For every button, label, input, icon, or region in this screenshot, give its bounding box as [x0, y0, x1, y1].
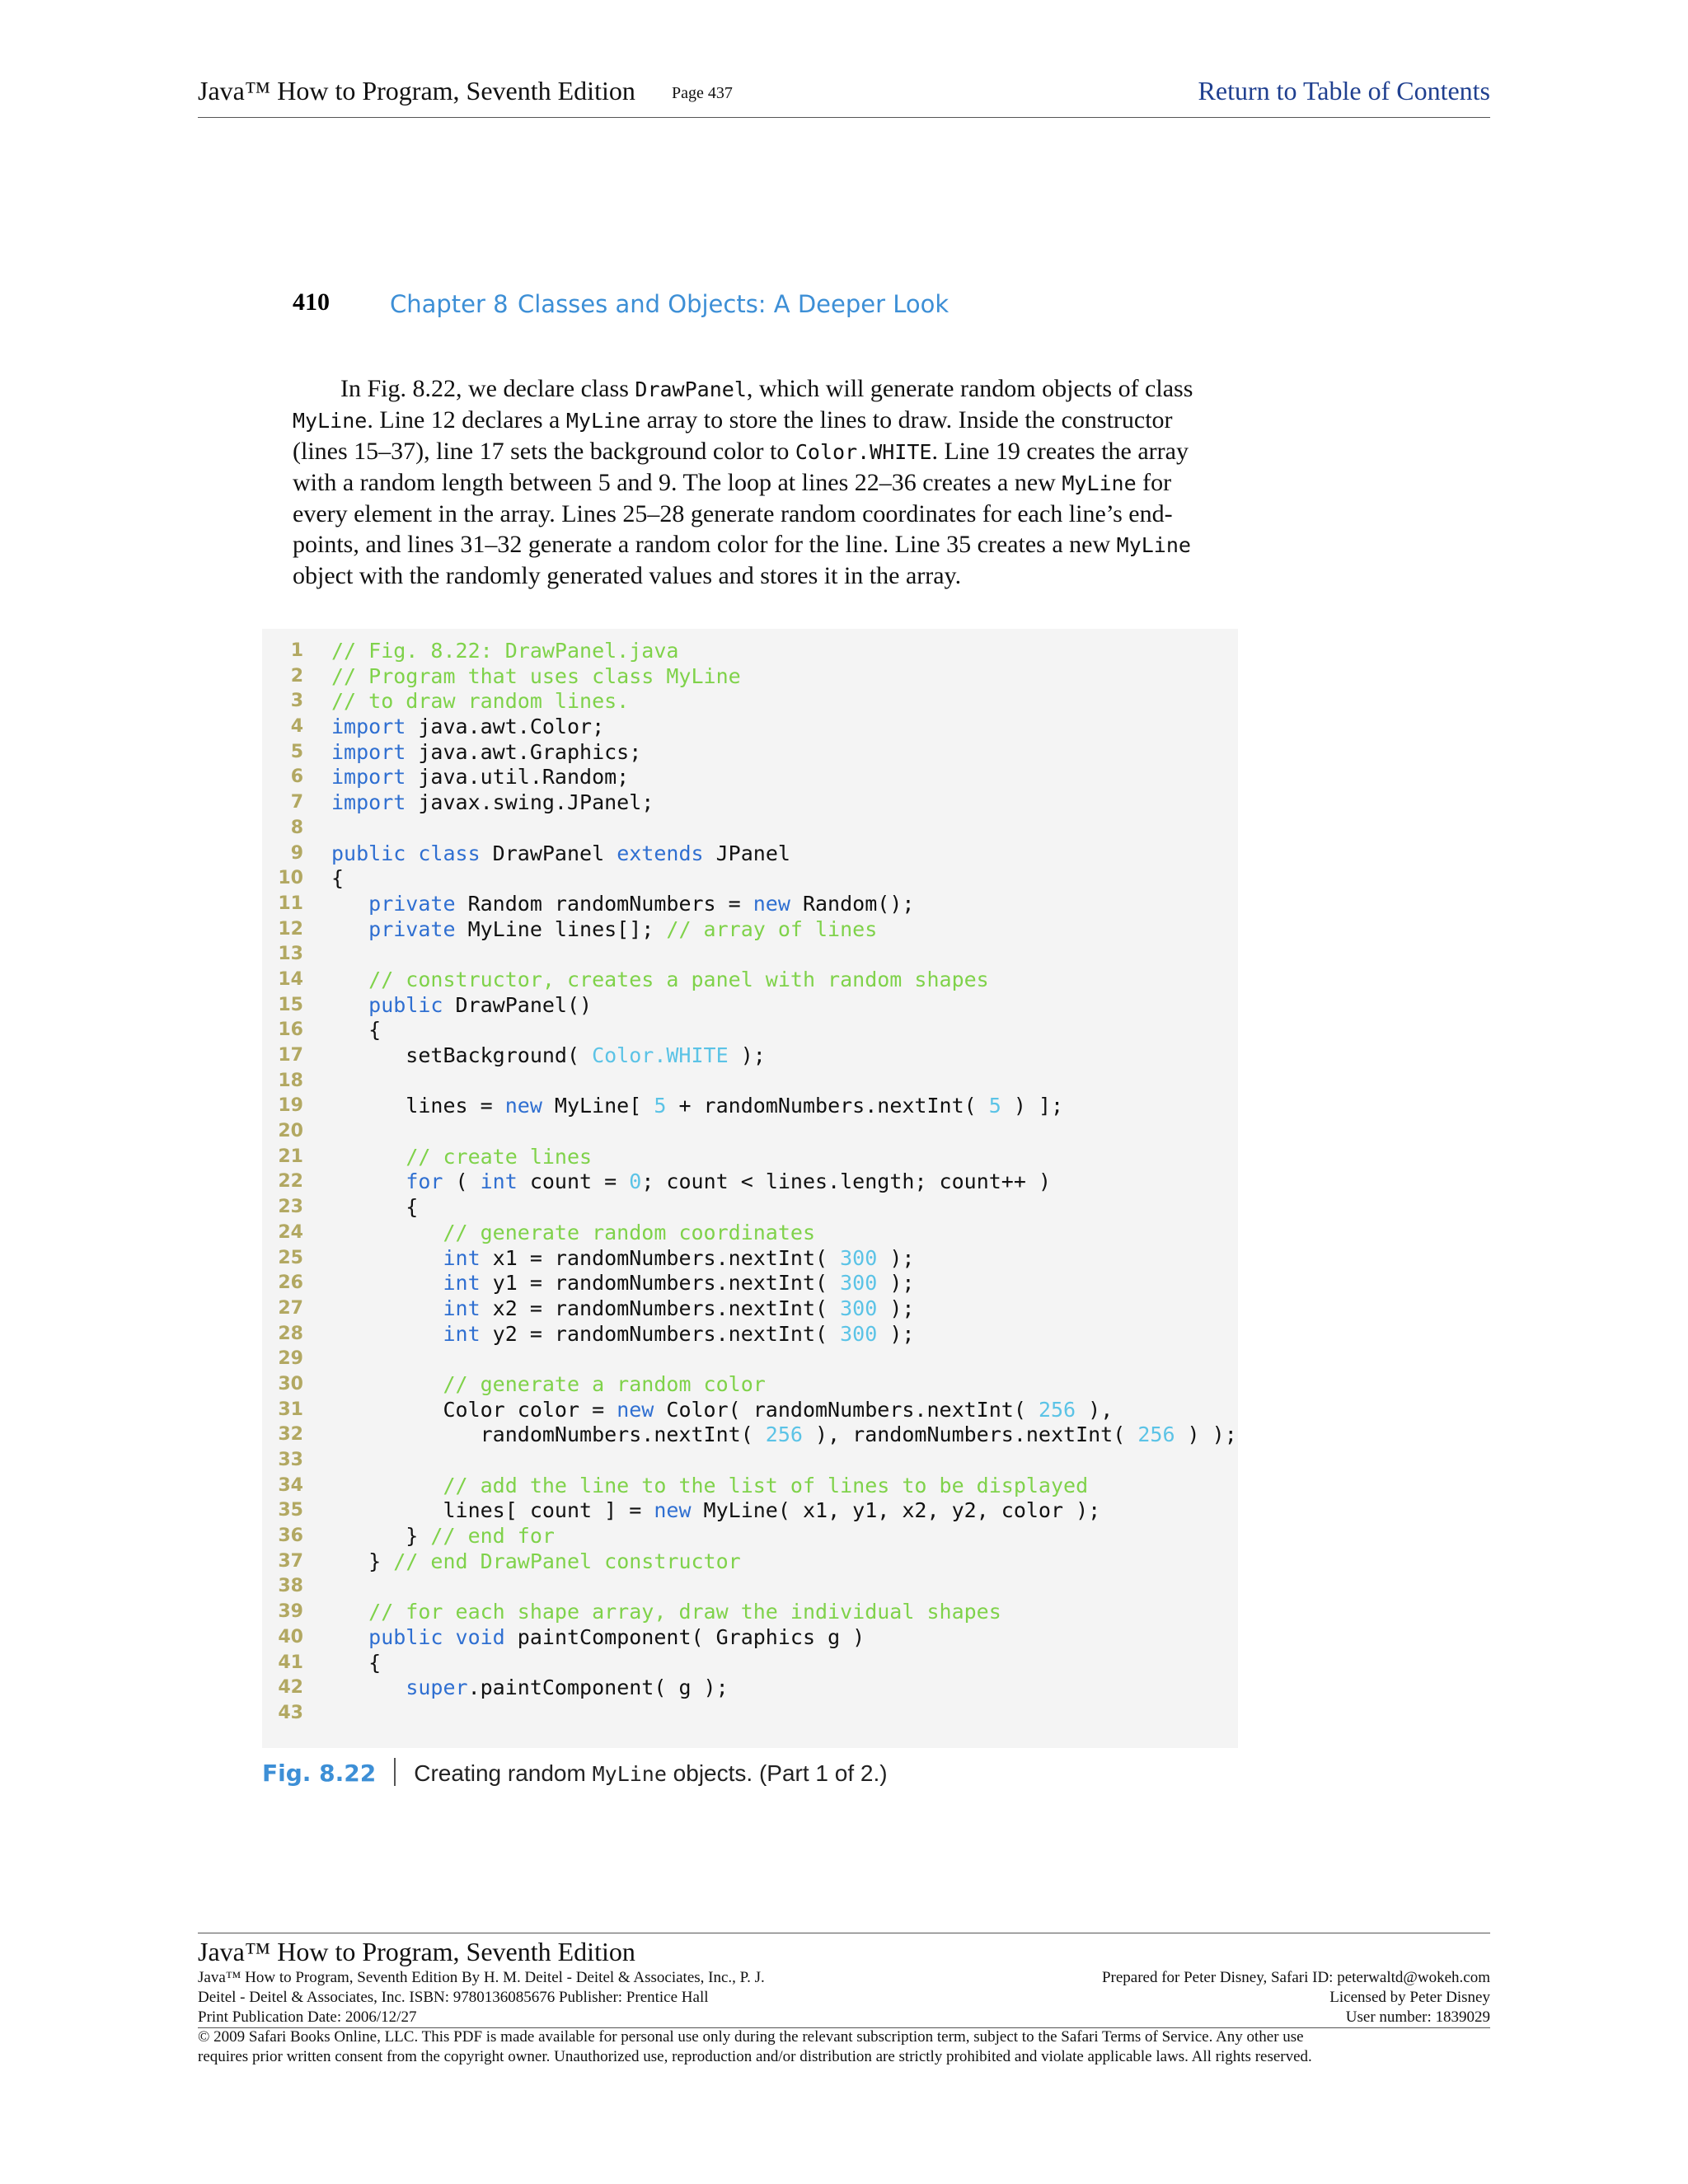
paragraph-text: In Fig. 8.22, we declare class — [340, 375, 635, 402]
paragraph-text: object with the randomly generated values and stores it in the array. — [293, 562, 962, 589]
line-number: 37 — [278, 1550, 303, 1572]
footer-license-info — [1102, 1968, 1490, 2027]
code-token: y1 = randomNumbers.nextInt( — [480, 1271, 841, 1296]
code-token: } — [331, 1524, 431, 1549]
code-text — [331, 1271, 914, 1296]
code-text — [331, 1221, 815, 1246]
code-comment: // generate random coordinates — [443, 1220, 816, 1244]
code-text — [331, 639, 678, 664]
inline-code: MyLine — [565, 409, 641, 433]
code-comment: // for each shape array, draw the individual shapes — [368, 1600, 1001, 1624]
code-text — [331, 1600, 1001, 1625]
inline-code: MyLine — [293, 409, 368, 433]
code-token: Random(); — [790, 891, 915, 916]
code-text — [331, 1625, 865, 1651]
chapter-label: Chapter 8 — [390, 290, 509, 318]
code-comment: // Program that uses class MyLine — [331, 663, 741, 688]
code-token: lines[ count ] = — [331, 1498, 654, 1523]
line-number: 28 — [278, 1323, 303, 1344]
code-text — [331, 892, 914, 917]
code-keyword: int — [443, 1296, 481, 1320]
paragraph-text: , which will generate random objects of class — [746, 375, 1193, 402]
code-literal: Color.WHITE — [592, 1043, 729, 1067]
code-token — [331, 1675, 406, 1699]
code-token: randomNumbers.nextInt( — [331, 1422, 766, 1447]
code-text — [331, 968, 989, 993]
printed-page-number: 410 — [293, 288, 330, 316]
code-literal: 256 — [1038, 1397, 1076, 1422]
code-comment: // end for — [430, 1524, 555, 1549]
code-token: + randomNumbers.nextInt( — [666, 1094, 989, 1118]
line-number: 8 — [290, 817, 303, 838]
code-literal: 300 — [840, 1271, 878, 1296]
code-token: paintComponent( Graphics g ) — [504, 1624, 865, 1649]
code-text — [331, 1195, 418, 1221]
figure-caption — [262, 1758, 888, 1791]
code-text — [331, 1498, 1100, 1524]
code-literal: 5 — [988, 1094, 1001, 1118]
code-token: java.util.Random; — [406, 765, 630, 790]
code-keyword: new — [504, 1094, 542, 1118]
paragraph-text: points, and lines 31–32 generate a random color for the line. Line 35 creates a new — [293, 531, 1117, 558]
code-token: ) ); — [1175, 1422, 1237, 1447]
line-number: 9 — [290, 842, 303, 864]
code-text — [331, 993, 592, 1019]
code-keyword: public class — [331, 841, 481, 865]
footer-license-line: User number: 1839029 — [1345, 2008, 1490, 2026]
code-comment: // array of lines — [666, 916, 878, 941]
code-token — [331, 1296, 443, 1320]
running-header — [198, 76, 1490, 117]
inline-code: Color.WHITE — [795, 440, 932, 464]
code-keyword: public — [368, 992, 443, 1017]
line-number: 33 — [278, 1450, 303, 1470]
paragraph-text: . Line 19 creates the array — [931, 438, 1189, 465]
code-text — [331, 664, 741, 690]
code-token — [331, 1600, 368, 1624]
code-comment: // constructor, creates a panel with random shapes — [368, 967, 989, 991]
code-keyword: extends — [617, 841, 704, 865]
code-token — [331, 1625, 368, 1649]
code-token — [331, 1271, 443, 1295]
code-token: DrawPanel() — [443, 992, 593, 1017]
code-text — [331, 689, 629, 715]
code-token — [331, 1246, 443, 1270]
code-token: Color color = — [331, 1397, 617, 1422]
code-text — [331, 715, 604, 740]
paragraph-line — [293, 499, 1207, 529]
code-token: Random randomNumbers = — [455, 891, 753, 916]
code-literal: 256 — [1137, 1422, 1175, 1447]
code-token — [331, 1221, 443, 1244]
code-token — [331, 1372, 443, 1396]
code-comment: // to draw random lines. — [331, 689, 630, 714]
code-token: setBackground( — [331, 1043, 593, 1067]
footer-copyright — [198, 2027, 1490, 2067]
line-number: 3 — [290, 691, 303, 712]
footer-license-line: Licensed by Peter Disney — [1329, 1989, 1490, 2006]
code-token: { — [331, 1018, 382, 1043]
code-token: { — [331, 1195, 419, 1220]
code-keyword: import — [331, 765, 406, 790]
code-token: ); — [877, 1245, 915, 1270]
line-number: 29 — [278, 1348, 303, 1370]
code-text — [331, 866, 344, 892]
code-text — [331, 1018, 381, 1043]
code-token: ); — [877, 1296, 915, 1320]
code-keyword: import — [331, 739, 406, 764]
caption-text-after: objects. (Part 1 of 2.) — [666, 1760, 888, 1786]
code-token: lines = — [331, 1094, 505, 1118]
code-literal: 300 — [840, 1245, 878, 1270]
code-keyword: int — [443, 1321, 481, 1346]
line-number: 26 — [278, 1272, 303, 1294]
code-keyword: private — [368, 916, 456, 941]
code-text — [331, 1524, 555, 1549]
line-number: 2 — [290, 665, 303, 687]
code-text — [331, 1372, 766, 1398]
code-literal: 0 — [629, 1169, 642, 1194]
line-number: 14 — [278, 968, 303, 990]
line-number: 27 — [278, 1297, 303, 1319]
line-number: 32 — [278, 1424, 303, 1446]
line-number: 18 — [278, 1070, 303, 1091]
code-text — [331, 1246, 914, 1272]
code-comment: // create lines — [406, 1144, 593, 1169]
code-literal: 256 — [765, 1422, 803, 1447]
footer-info-line: Deitel - Deitel & Associates, Inc. ISBN: 9780136085676 Publisher: Prentice Hall — [198, 1989, 709, 2006]
copyright-line: requires prior written consent from the copyright owner. Unauthorized use, reproduction and/or distribution are strictly prohibited and violate applicable laws. All rights reserved. — [198, 2048, 1312, 2065]
code-token — [331, 993, 368, 1017]
code-text — [331, 1398, 1113, 1423]
line-number: 31 — [278, 1399, 303, 1420]
code-text — [331, 1651, 381, 1676]
page-reference: Page 437 — [672, 84, 733, 102]
code-token: x1 = randomNumbers.nextInt( — [480, 1245, 841, 1270]
line-number: 15 — [278, 994, 303, 1015]
line-number: 39 — [278, 1601, 303, 1623]
line-number: 36 — [278, 1526, 303, 1547]
code-token — [331, 917, 368, 941]
paragraph-line — [293, 560, 1207, 591]
code-comment: // generate a random color — [443, 1371, 766, 1396]
header-divider — [198, 117, 1490, 118]
line-number: 19 — [278, 1095, 303, 1117]
paragraph-text: with a random length between 5 and 9. The loop at lines 22–36 creates a new — [293, 469, 1062, 496]
code-text — [331, 1322, 914, 1347]
paragraph-text: (lines 15–37), line 17 sets the background color to — [293, 438, 795, 465]
code-token: MyLine[ — [542, 1094, 654, 1118]
line-number: 13 — [278, 944, 303, 965]
code-text — [331, 1043, 766, 1069]
code-token: .paintComponent( g ); — [467, 1675, 729, 1700]
footer-copyright-divider — [198, 2027, 1490, 2028]
line-number: 24 — [278, 1221, 303, 1243]
book-title: Java™ How to Program, Seventh Edition — [198, 76, 635, 105]
code-literal: 5 — [654, 1094, 667, 1118]
code-token: Color( randomNumbers.nextInt( — [654, 1397, 1039, 1422]
code-token: ); — [728, 1043, 766, 1067]
code-text — [331, 1474, 1088, 1499]
line-number: 41 — [278, 1652, 303, 1673]
code-comment: // end DrawPanel constructor — [393, 1549, 741, 1573]
code-text — [331, 790, 654, 816]
code-text — [331, 1675, 729, 1701]
line-number: 40 — [278, 1626, 303, 1647]
line-number: 5 — [290, 741, 303, 762]
paragraph-text: array to store the lines to draw. Inside the constructor — [640, 406, 1173, 434]
code-text — [331, 917, 877, 943]
code-token: ), randomNumbers.nextInt( — [802, 1422, 1138, 1447]
caption-text-before: Creating random — [414, 1760, 593, 1786]
line-number: 43 — [278, 1702, 303, 1723]
code-token: ); — [877, 1271, 915, 1296]
code-keyword: import — [331, 790, 406, 815]
line-number: 11 — [278, 893, 303, 914]
code-keyword: for — [406, 1169, 443, 1194]
line-number: 12 — [278, 918, 303, 940]
code-comment: // Fig. 8.22: DrawPanel.java — [331, 639, 679, 663]
code-token: x2 = randomNumbers.nextInt( — [480, 1296, 841, 1320]
code-keyword: super — [406, 1675, 468, 1700]
code-token — [331, 1474, 443, 1497]
code-keyword: int — [480, 1169, 518, 1194]
code-comment: // add the line to the list of lines to be displayed — [443, 1473, 1089, 1497]
code-token — [331, 1169, 406, 1193]
line-number: 34 — [278, 1474, 303, 1496]
footer-info-line: Print Publication Date: 2006/12/27 — [198, 2008, 417, 2026]
body-paragraph — [293, 373, 1207, 591]
line-number: 6 — [290, 766, 303, 788]
paragraph-line — [293, 436, 1207, 467]
inline-code: MyLine — [1062, 471, 1137, 495]
line-number: 42 — [278, 1677, 303, 1699]
code-text — [331, 841, 790, 867]
line-number: 23 — [278, 1197, 303, 1218]
paragraph-line — [293, 529, 1207, 560]
line-number: 1 — [290, 640, 303, 661]
code-text — [331, 1549, 741, 1575]
inline-code: MyLine — [1116, 533, 1191, 557]
code-keyword: int — [443, 1245, 481, 1270]
code-token: MyLine lines[]; — [455, 916, 667, 941]
footer-title: Java™ How to Program, Seventh Edition — [198, 1937, 635, 1966]
code-keyword: new — [654, 1498, 692, 1523]
code-keyword: new — [753, 891, 790, 916]
code-keyword: private — [368, 891, 456, 916]
line-number: 35 — [278, 1500, 303, 1521]
footer-license-line: Prepared for Peter Disney, Safari ID: peterwaltd@wokeh.com — [1101, 1969, 1490, 1986]
code-text — [331, 1094, 1063, 1119]
line-number: 38 — [278, 1576, 303, 1597]
line-number: 4 — [290, 716, 303, 738]
line-number: 30 — [278, 1373, 303, 1394]
code-token: java.awt.Graphics; — [406, 739, 642, 764]
paragraph-line — [293, 467, 1207, 499]
code-token — [331, 892, 368, 916]
line-number: 22 — [278, 1171, 303, 1193]
code-token — [331, 1145, 406, 1169]
caption-separator — [394, 1758, 396, 1786]
code-token: ( — [443, 1169, 481, 1194]
code-text — [331, 1145, 592, 1170]
line-number: 25 — [278, 1247, 303, 1268]
paragraph-text: for — [1136, 469, 1172, 496]
code-keyword: import — [331, 715, 406, 739]
code-text — [331, 765, 629, 790]
line-number: 16 — [278, 1019, 303, 1041]
code-token: ; count < lines.length; count++ ) — [641, 1169, 1052, 1194]
footer-info-line: Java™ How to Program, Seventh Edition By H. M. Deitel - Deitel & Associates, Inc., P. J. — [198, 1969, 765, 1986]
code-token: JPanel — [703, 841, 790, 865]
code-text — [331, 740, 641, 766]
footer-publication-info — [198, 1968, 765, 2027]
inline-code: DrawPanel — [635, 377, 747, 401]
figure-label: Fig. 8.22 — [262, 1760, 377, 1787]
code-token: MyLine( x1, y1, x2, y2, color ); — [691, 1498, 1101, 1523]
code-text — [331, 1169, 1051, 1195]
code-token: { — [331, 866, 345, 891]
line-number: 21 — [278, 1146, 303, 1167]
paragraph-line — [293, 405, 1207, 436]
code-token: } — [331, 1549, 394, 1573]
copyright-line: © 2009 Safari Books Online, LLC. This PDF is made available for personal use only during the relevant subscription term, subject to the Safari Terms of Service. Any other use — [198, 2028, 1304, 2046]
code-text — [331, 1422, 1237, 1448]
return-to-toc-link[interactable]: Return to Table of Contents — [1198, 76, 1490, 105]
code-literal: 300 — [840, 1296, 878, 1320]
code-token: ); — [877, 1321, 915, 1346]
code-token: ), — [1076, 1397, 1114, 1422]
code-token: { — [331, 1650, 382, 1675]
paragraph-text: every element in the array. Lines 25–28 generate random coordinates for each line’s end- — [293, 500, 1173, 527]
code-token: ) ]; — [1001, 1094, 1064, 1118]
code-token: DrawPanel — [480, 841, 617, 865]
code-token — [331, 1322, 443, 1346]
line-number: 20 — [278, 1121, 303, 1142]
code-token — [331, 968, 368, 991]
code-keyword: int — [443, 1271, 481, 1296]
code-keyword: public void — [368, 1624, 505, 1649]
line-number: 17 — [278, 1045, 303, 1066]
code-token: java.awt.Color; — [406, 715, 605, 739]
paragraph-line — [293, 373, 1207, 405]
code-keyword: new — [617, 1397, 654, 1422]
line-number: 7 — [290, 792, 303, 813]
code-token: count = — [517, 1169, 630, 1194]
code-text — [331, 1296, 914, 1322]
line-number: 10 — [278, 868, 303, 889]
caption-code: MyLine — [592, 1762, 667, 1786]
chapter-title: Classes and Objects: A Deeper Look — [518, 290, 950, 318]
code-token: y2 = randomNumbers.nextInt( — [480, 1321, 841, 1346]
paragraph-text: . Line 12 declares a — [367, 406, 566, 434]
code-token: javax.swing.JPanel; — [406, 790, 654, 815]
code-literal: 300 — [840, 1321, 878, 1346]
